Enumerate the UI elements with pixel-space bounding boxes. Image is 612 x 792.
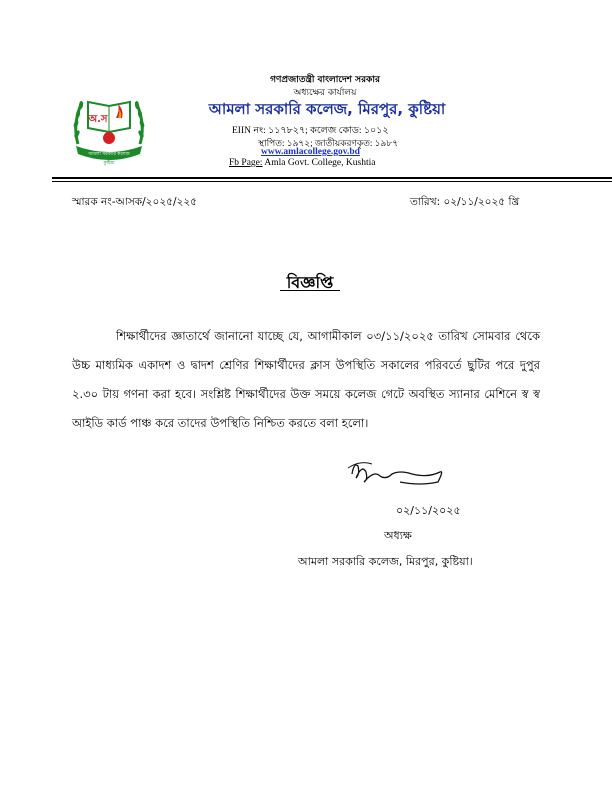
college-logo [68,84,150,166]
college-name: আমলা সরকারি কলেজ, মিরপুর, কুষ্টিয়া [208,100,446,118]
notice-title: বিজ্ঞপ্তি [286,273,334,292]
notice-body: শিক্ষার্থীদের জ্ঞাতার্থে জানানো যাচ্ছে যে, আগামীকাল ০৩/১১/২০২৫ তারিখ সোমবার থেকে উচ্চ মাধ্যমিক একাদশ ও দ্বাদশ শ্রেণির শিক্ষার্থীদের ক্লাস উপস্থিতি সকালের পরিবর্তে ছুটির পরে দুপুর ২.৩০ টায় গণনা করা হবে। সংশ্লিষ্ট শিক্ষার্থীদের উক্ত সময়ে কলেজ গেটে অবস্থিত স্যানার মেশিনে স্ব স্ব আইডি কার্ড পাঞ্চ করে তাদের উপস্থিতি নিশ্চিত করতে বলা হলো। [72,329,540,430]
svg-text:কুষ্টিয়া: কুষ্টিয়া [103,161,115,166]
government-title: গণপ্রজাতন্ত্রী বাংলাদেশ সরকার [270,75,380,85]
signature-image [340,452,450,492]
signature-date: ০২/১১/২০২৫ [396,504,461,517]
signatory-designation: অধ্যক্ষ [384,529,412,542]
title-underline [280,290,340,291]
memo-date: তারিখ: ০২/১১/২০২৫ খ্রি [410,196,520,208]
signatory-institution: আমলা সরকারি কলেজ, মিরপুর, কুষ্টিয়া। [298,555,473,568]
eiin-line: EIIN নং: ১১৭৮২৭; কলেজ কোড: ১০১২ [232,126,389,136]
memo-reference: স্মারক নং-আসক/২০২৫/২২৫ [72,196,197,208]
header-divider-thin [52,181,612,182]
office-title: অধ্যক্ষের কার্যালয় [293,88,357,98]
svg-text:আমলা সরকারি কলেজ: আমলা সরকারি কলেজ [88,152,130,157]
svg-text:অ.স: অ.স [88,114,108,125]
facebook-line [229,158,375,168]
established-line: স্থাপিত: ১৯৭২; জাতীয়করণকৃত: ১৯৮৭ [258,138,399,148]
website-link[interactable]: www.amlacollege.gov.bd [261,147,360,157]
fb-value: Amla Govt. College, Kushtia [262,158,376,168]
header-divider [52,177,612,179]
fb-label: Fb Page: [229,158,263,168]
